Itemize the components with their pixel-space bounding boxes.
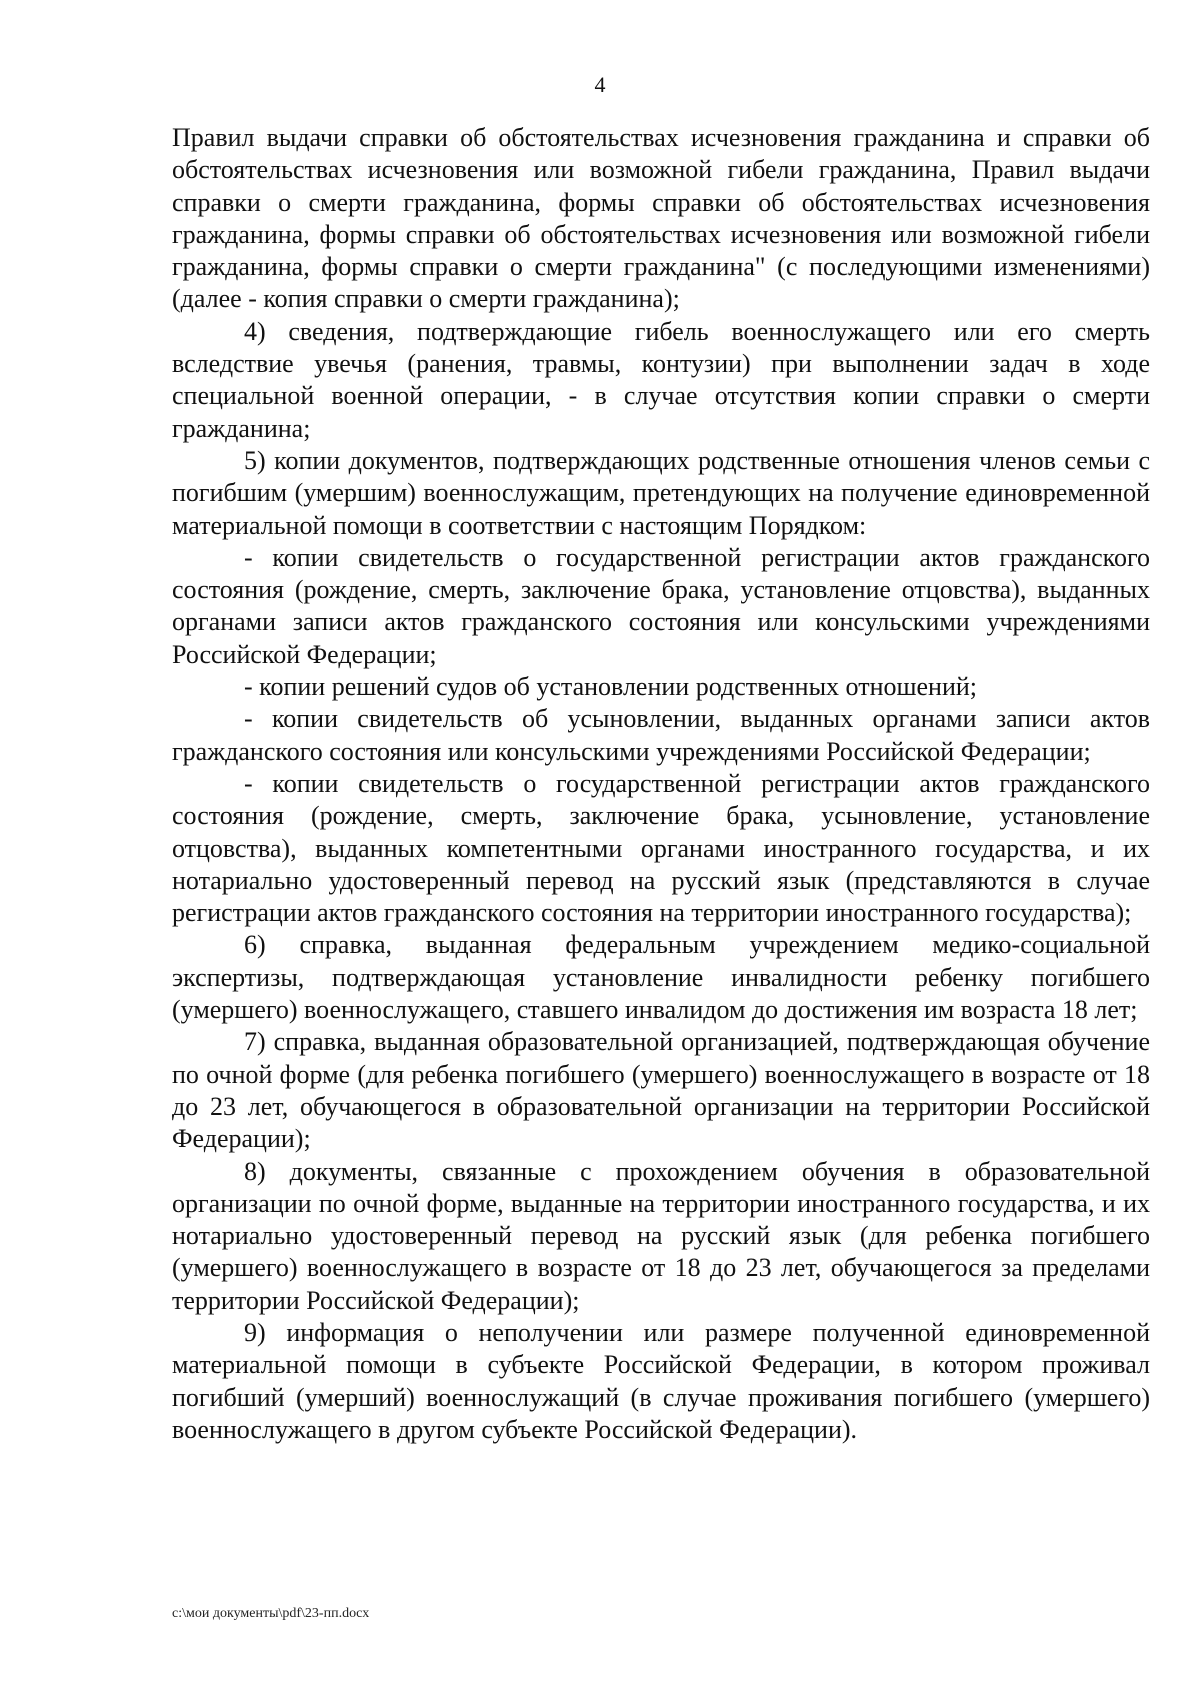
paragraph-item-7: 7) справка, выданная образовательной организацией, подтверждающая обучение по очной форме (для ребенка погибшего (умершего) военнослужащего в возрасте от 18 до 23 лет, обучающегося в образовательной организации на территории Российской Федерации); — [172, 1027, 1150, 1154]
footer-file-path: c:\мои документы\pdf\23-пп.docx — [172, 1606, 370, 1621]
page-number: 4 — [594, 72, 606, 97]
paragraph-subitem-court-decisions: - копии решений судов об установлении родственных отношений; — [244, 672, 978, 702]
paragraph-item-8: 8) документы, связанные с прохождением обучения в образовательной организации по очной форме, выданные на территории иностранного государства, и их нотариально удостоверенный перевод на русский язык (для ребенка погибшего (умершего) военнослужащего в возрасте от 18 до 23 лет, обучающегося за пределами территории Российской Федерации); — [172, 1156, 1150, 1315]
paragraph-subitem-birth-certificates: - копии свидетельств о государственной регистрации актов гражданского состояния (рождение, смерть, заключение брака, установление отцовства), выданных органами записи актов гражданского состояния или консульскими учреждениями Российской Федерации; — [172, 542, 1150, 669]
paragraph-item-9: 9) информация о неполучении или размере полученной единовременной материальной помощи в субъекте Российской Федерации, в котором проживал погибший (умерший) военнослужащий (в случае проживания погибшего (умершего) военнослужащего в другом субъекте Российской Федерации). — [172, 1317, 1150, 1444]
paragraph-subitem-adoption-certificates: - копии свидетельств об усыновлении, выданных органами записи актов гражданского состояния или консульскими учреждениями Российской Федерации; — [172, 704, 1150, 766]
paragraph-subitem-foreign-certificates: - копии свидетельств о государственной регистрации актов гражданского состояния (рождение, смерть, заключение брака, усыновление, установление отцовства), выданных компетентными органами иностранного государства, и их нотариально удостоверенный перевод на русский язык (представляются в случае регистрации актов гражданского состояния на территории иностранного государства); — [172, 768, 1150, 928]
paragraph-item-6: 6) справка, выданная федеральным учреждением медико-социальной экспертизы, подтверждающая установление инвалидности ребенку погибшего (умершего) военнослужащего, ставшего инвалидом до достижения им возраста 18 лет; — [172, 930, 1150, 1025]
paragraph-item-5: 5) копии документов, подтверждающих родственные отношения членов семьи с погибшим (умершим) военнослужащим, претендующих на получение единовременной материальной помощи в соответствии с настоящим Порядком: — [172, 445, 1150, 540]
paragraph-item-4: 4) сведения, подтверждающие гибель военнослужащего или его смерть вследствие увечья (ранения, травмы, контузии) при выполнении задач в ходе специальной военной операции, - в случае отсутствия копии справки о смерти гражданина; — [172, 316, 1150, 443]
paragraph-continuation: Правил выдачи справки об обстоятельствах исчезновения гражданина и справки об обстоятельствах исчезновения или возможной гибели гражданина, Правил выдачи справки о смерти гражданина, формы справки об обстоятельствах исчезновения гражданина, формы справки об обстоятельствах исчезновения или возможной гибели гражданина, формы справки о смерти гражданина" (с последующими изменениями) (далее - копия справки о смерти гражданина); — [172, 123, 1150, 314]
document-body — [172, 122, 1150, 1446]
